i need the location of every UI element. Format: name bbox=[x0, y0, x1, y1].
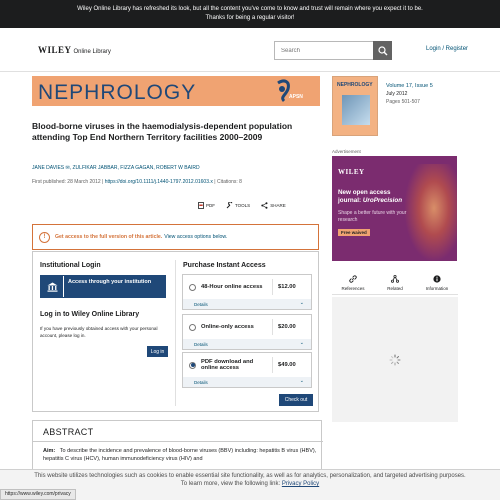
radio-button-selected[interactable] bbox=[189, 362, 196, 369]
published-date: First published: 28 March 2012 | bbox=[32, 179, 104, 185]
chevron-down-icon: ⌄ bbox=[299, 378, 304, 384]
institutional-login-heading: Institutional Login bbox=[40, 262, 101, 269]
article-meta bbox=[32, 179, 242, 185]
site-notice-line1: Wiley Online Library has refreshed its look, but all the content you've come to know and trust will remain where you expect it to be. bbox=[77, 6, 423, 12]
checkout-button[interactable]: Check out bbox=[279, 394, 313, 406]
doi-link[interactable]: https://doi.org/10.1111/j.1440-1797.2012.01603.x bbox=[104, 179, 213, 185]
search-button[interactable] bbox=[373, 41, 392, 60]
search-icon bbox=[378, 46, 388, 56]
apsn-logo bbox=[272, 79, 312, 103]
institution-access-label: Access through your institution bbox=[63, 276, 165, 297]
network-icon bbox=[391, 275, 399, 283]
purchase-heading: Purchase Instant Access bbox=[183, 262, 266, 269]
issue-date: July 2012 bbox=[386, 91, 408, 97]
option-details-toggle[interactable] bbox=[183, 299, 311, 309]
wiley-login-heading: Log in to Wiley Online Library bbox=[40, 311, 140, 318]
option-price: $12.00 bbox=[278, 275, 296, 299]
status-bar-url: https://www.wiley.com/privacy bbox=[0, 489, 76, 500]
option-name: 48-Hour online access bbox=[201, 284, 263, 290]
tab-references[interactable] bbox=[332, 267, 374, 294]
advertisement-label: Advertisement bbox=[332, 149, 361, 154]
ad-journal-name: UroPrecision bbox=[362, 197, 403, 204]
journal-cover[interactable] bbox=[332, 76, 378, 136]
access-notice bbox=[32, 224, 319, 250]
option-name: PDF download and online access bbox=[201, 359, 254, 371]
abstract-aim-text: To describe the incidence and prevalence of blood-borne viruses (BBV) including: hepatitis B virus (HBV), hepatitis C virus (HCV), human immunodeficiency virus (HIV) and bbox=[43, 448, 317, 462]
institution-access-button[interactable] bbox=[40, 275, 166, 298]
info-icon bbox=[433, 275, 441, 283]
article-title: Blood-borne viruses in the haemodialysis-dependent population attending Top End Northern Territory facilities 2000–2009 bbox=[32, 121, 293, 142]
link-icon bbox=[349, 275, 357, 283]
privacy-policy-link[interactable]: Privacy Policy bbox=[281, 481, 320, 487]
logo-brand: WILEY bbox=[38, 45, 72, 55]
tab-related[interactable] bbox=[374, 267, 416, 294]
cookie-text-prefix: To learn more, view the following link: bbox=[180, 481, 282, 487]
purchase-option-online[interactable] bbox=[182, 314, 312, 350]
site-notice-line2: Thanks for being a regular visitor! bbox=[205, 15, 295, 21]
option-details-toggle[interactable] bbox=[183, 339, 311, 349]
issue-pages: Pages 501-507 bbox=[386, 99, 420, 105]
volume-issue-link[interactable]: Volume 17, Issue 5 bbox=[386, 83, 433, 89]
ad-headline-pre: New open access journal: bbox=[338, 189, 391, 204]
cover-image bbox=[342, 95, 370, 125]
journal-banner-title: NEPHROLOGY bbox=[38, 81, 197, 104]
issue-info bbox=[386, 82, 433, 106]
search-box bbox=[274, 41, 392, 60]
loading-spinner-icon bbox=[389, 354, 401, 366]
abstract-divider bbox=[33, 441, 323, 442]
option-details-toggle[interactable] bbox=[183, 377, 311, 387]
search-input[interactable] bbox=[275, 42, 375, 59]
ad-headline bbox=[338, 189, 406, 205]
option-price: $49.00 bbox=[278, 353, 296, 377]
tools-label: TOOLS bbox=[235, 203, 251, 208]
pdf-icon bbox=[198, 202, 204, 209]
share-label: SHARE bbox=[270, 203, 286, 208]
log-in-button[interactable]: Log in bbox=[147, 346, 168, 357]
citations-count[interactable]: | Citations: 8 bbox=[214, 179, 242, 185]
article-tools bbox=[198, 202, 286, 209]
apsn-logo-text: APSN bbox=[289, 94, 303, 100]
pdf-button[interactable] bbox=[198, 202, 215, 209]
purchase-option-pdf[interactable] bbox=[182, 352, 312, 388]
access-panel bbox=[32, 251, 319, 412]
tab-references-label: References bbox=[341, 286, 365, 291]
wiley-logo[interactable] bbox=[38, 45, 111, 55]
wrench-icon bbox=[226, 202, 233, 209]
site-header bbox=[0, 28, 500, 72]
pdf-label: PDF bbox=[206, 203, 215, 208]
tab-information[interactable] bbox=[416, 267, 458, 294]
ad-wiley-logo: WILEY bbox=[338, 168, 365, 176]
tab-related-label: Related bbox=[387, 286, 403, 291]
option-price: $20.00 bbox=[278, 315, 296, 339]
share-button[interactable] bbox=[261, 202, 286, 209]
journal-banner[interactable] bbox=[32, 76, 320, 106]
details-label: Details bbox=[194, 301, 208, 307]
article-authors[interactable]: JANE DAVIES ✉, ZULFIKAR JABBAR, FIZZA GAGAN, ROBERT W BAIRD bbox=[32, 165, 200, 171]
login-register-link[interactable]: Login / Register bbox=[426, 46, 469, 52]
radio-button[interactable] bbox=[189, 324, 196, 331]
kidney-illustration bbox=[404, 164, 457, 261]
access-options-link[interactable]: View access options below. bbox=[164, 234, 228, 240]
info-icon: ! bbox=[39, 232, 50, 243]
panel-divider bbox=[175, 260, 176, 406]
tab-information-label: Information bbox=[425, 286, 449, 291]
access-notice-text: Get access to the full version of this article. bbox=[55, 234, 163, 240]
tools-button[interactable] bbox=[226, 202, 250, 209]
option-row[interactable] bbox=[183, 353, 311, 377]
abstract-text bbox=[43, 447, 318, 463]
chevron-down-icon: ⌄ bbox=[299, 300, 304, 306]
institution-icon bbox=[41, 276, 63, 297]
chevron-down-icon: ⌄ bbox=[299, 340, 304, 346]
radio-button[interactable] bbox=[189, 284, 196, 291]
advertisement-banner[interactable] bbox=[332, 156, 457, 261]
ad-cta[interactable]: Free waived bbox=[338, 229, 370, 236]
logo-suffix: Online Library bbox=[73, 49, 111, 55]
sidebar-tabs bbox=[332, 267, 458, 295]
cookie-text-line1: This website utilizes technologies such as cookies to enable essential site functionality, as well as for analytics, personalization, and targeted advertising purposes. bbox=[34, 473, 466, 479]
abstract-aim-label: Aim: bbox=[43, 448, 56, 454]
option-row[interactable] bbox=[183, 275, 311, 299]
abstract-heading: ABSTRACT bbox=[43, 427, 94, 437]
site-notice-bar bbox=[0, 0, 500, 28]
ad-subtext: Shape a better future with your research bbox=[338, 210, 407, 223]
cover-title: NEPHROLOGY bbox=[337, 82, 373, 88]
cookie-text-line2 bbox=[0, 480, 500, 488]
purchase-option-48h[interactable] bbox=[182, 274, 312, 310]
details-label: Details bbox=[194, 341, 208, 347]
details-label: Details bbox=[194, 379, 208, 385]
wiley-login-text: If you have previously obtained access with your personal account, please log in. bbox=[40, 326, 158, 338]
share-icon bbox=[261, 202, 268, 209]
option-name: Online-only access bbox=[201, 324, 254, 330]
option-row[interactable] bbox=[183, 315, 311, 339]
